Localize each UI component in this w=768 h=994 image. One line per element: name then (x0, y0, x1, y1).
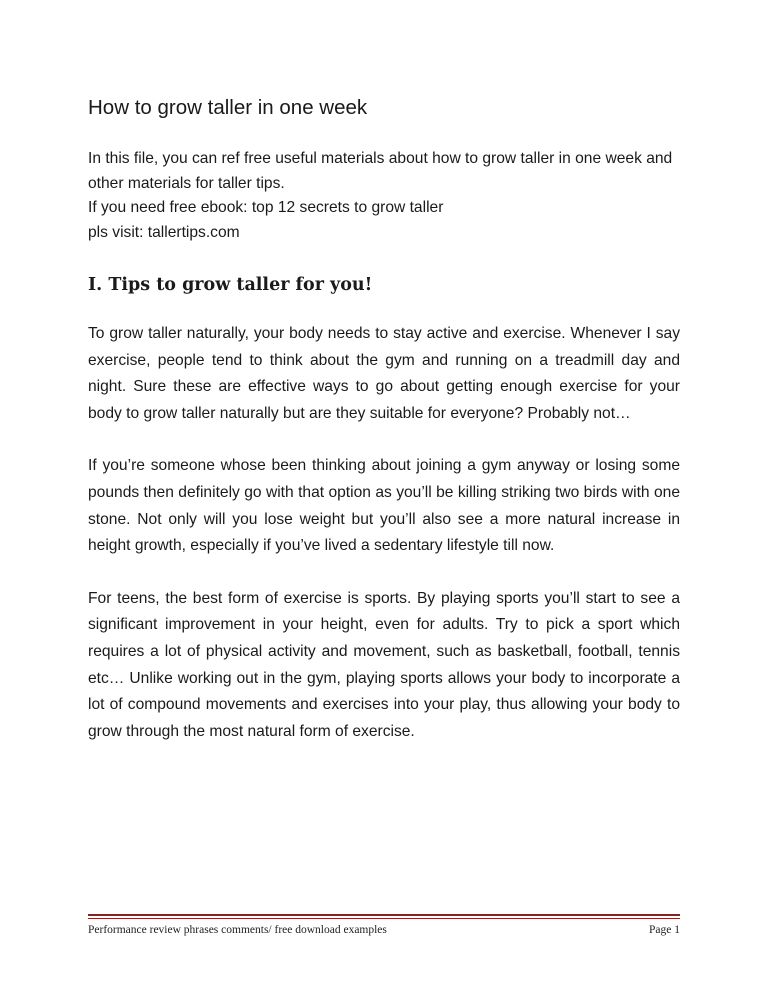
page-footer (88, 924, 680, 936)
intro-block (88, 147, 680, 245)
intro-line: If you need free ebook: top 12 secrets to grow taller (88, 199, 444, 216)
body-paragraph: To grow taller naturally, your body needs to stay active and exercise. Whenever I say exercise, people tend to think about the gym and running on a treadmill day and night. Sure these are effective ways to go about getting enough exercise for your body to grow taller naturally but are they suitable for everyone? Probably not… (88, 325, 680, 422)
footer-divider (88, 914, 680, 919)
body-paragraph: If you’re someone whose been thinking about joining a gym anyway or losing some pounds then definitely go with that option as you’ll be killing striking two birds with one stone. Not only will you lose weight but you’ll also see a more natural increase in height growth, especially if you’ve lived a sedentary lifestyle till now. (88, 457, 680, 555)
page-content (88, 94, 680, 771)
document-title: How to grow taller in one week (88, 96, 368, 119)
intro-line: In this file, you can ref free useful materials about how to grow taller in one week and other materials for taller tips. (88, 150, 673, 192)
body-paragraph: For teens, the best form of exercise is sports. By playing sports you’ll start to see a significant improvement in your height, even for adults. Try to pick a sport which requires a lot of physical activity and movement, such as basketball, football, tennis etc… Unlike working out in the gym, playing sports allows your body to incorporate a lot of compound movements and exercises into your play, thus allowing your body to grow through the most natural form of exercise. (88, 589, 680, 740)
section-heading: I. Tips to grow taller for you! (88, 275, 373, 295)
page-number: Page 1 (649, 924, 680, 936)
intro-line: pls visit: tallertips.com (88, 223, 240, 241)
footer-text: Performance review phrases comments/ free download examples (88, 924, 387, 936)
